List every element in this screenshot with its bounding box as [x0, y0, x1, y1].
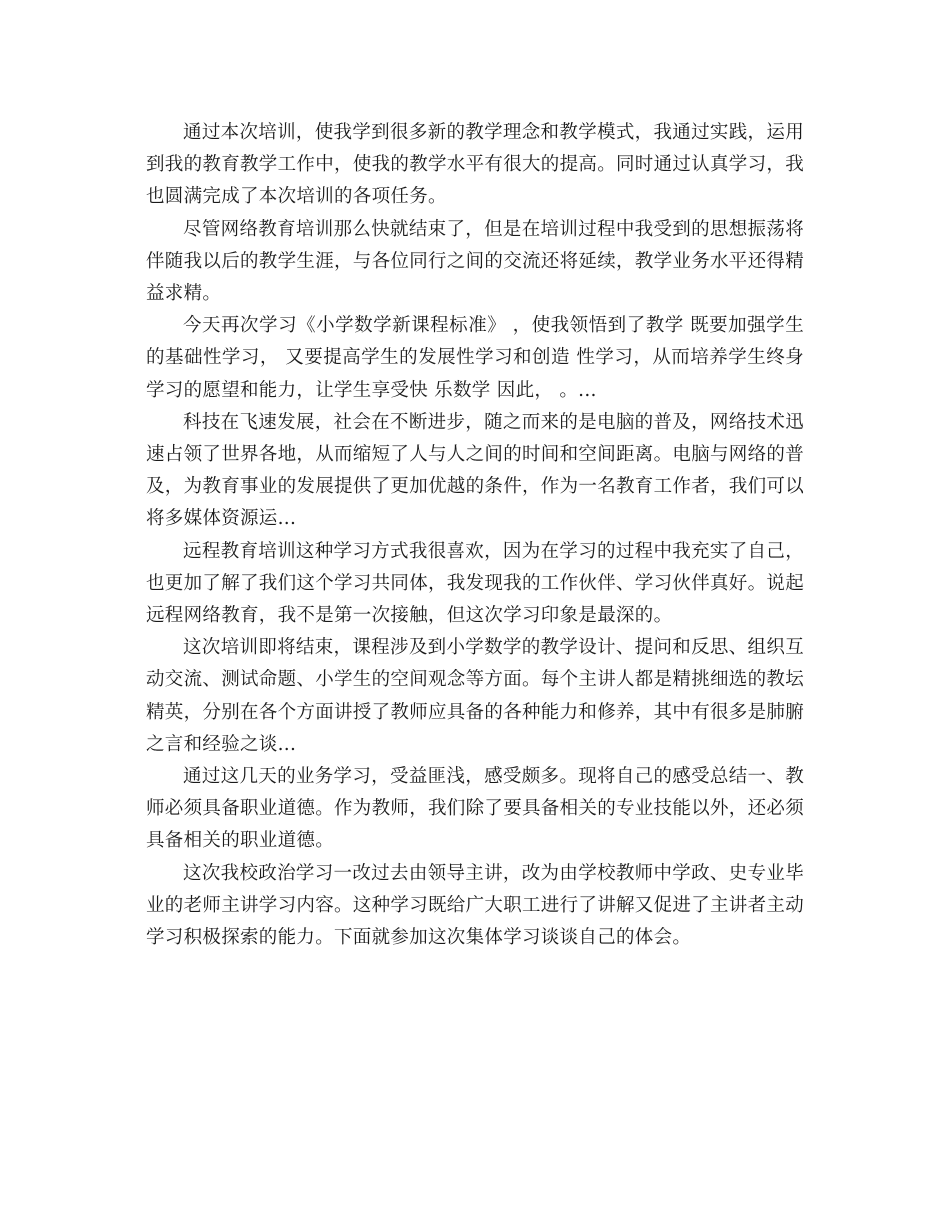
paragraph-5: 远程教育培训这种学习方式我很喜欢，因为在学习的过程中我充实了自己，也更加了解了我们这个学习共同体，我发现我的工作伙伴、学习伙伴真好。说起远程网络教育，我不是第一次接触，但这次学习印象是最深的。: [146, 540, 805, 627]
paragraph-3: 今天再次学习《小学数学新课程标准》 ，使我领悟到了教学 既要加强学生的基础性学习， 又要提高学生的发展性学习和创造 性学习，从而培养学生终身学习的愿望和能力，让学生享受快 乐数学 因此， 。...: [146, 315, 804, 401]
paragraph-8: 这次我校政治学习一改过去由领导主讲，改为由学校教师中学政、史专业毕业的老师主讲学习内容。这种学习既给广大职工进行了讲解又促进了主讲者主动学习积极探索的能力。下面就参加这次集体学习谈谈自己的体会。: [146, 862, 805, 949]
paragraph-6: 这次培训即将结束，课程涉及到小学数学的教学设计、提问和反思、组织互动交流、测试命题、小学生的空间观念等方面。每个主讲人都是精挑细选的教坛精英，分别在各个方面讲授了教师应具备的各种能力和修养，其中有很多是肺腑之言和经验之谈...: [146, 637, 805, 755]
paragraph-4: 科技在飞速发展，社会在不断进步，随之而来的是电脑的普及，网络技术迅速占领了世界各地，从而缩短了人与人之间的时间和空间距离。电脑与网络的普及，为教育事业的发展提供了更加优越的条件，作为一名教育工作者，我们可以将多媒体资源运...: [146, 411, 805, 530]
paragraph-7: 通过这几天的业务学习，受益匪浅，感受颇多。现将自己的感受总结一、教师必须具备职业道德。作为教师，我们除了要具备相关的专业技能以外，还必须具备相关的职业道德。: [146, 766, 805, 852]
paragraph-1: 通过本次培训，使我学到很多新的教学理念和教学模式，我通过实践，运用到我的教育教学工作中，使我的教学水平有很大的提高。同时通过认真学习，我也圆满完成了本次培训的各项任务。: [146, 122, 805, 208]
document-body: [146, 117, 804, 954]
paragraph-2: 尽管网络教育培训那么快就结束了，但是在培训过程中我受到的思想振荡将伴随我以后的教学生涯，与各位同行之间的交流还将延续，教学业务水平还得精益求精。: [146, 218, 805, 305]
